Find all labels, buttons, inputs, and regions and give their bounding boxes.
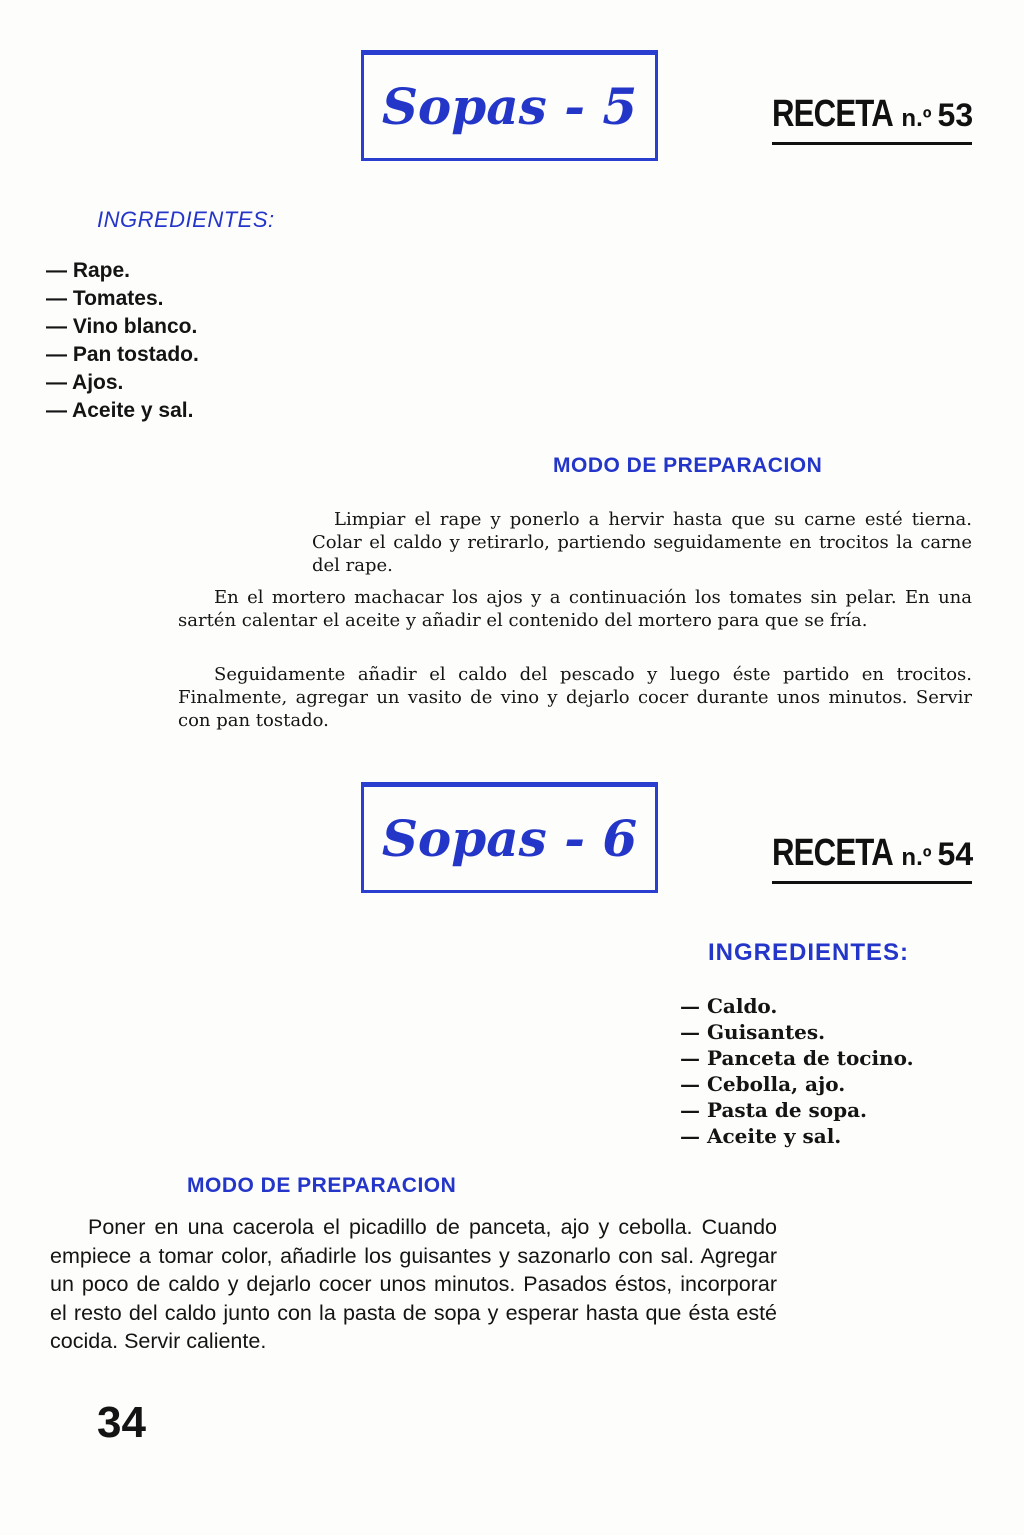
recipe-title-box [361, 50, 658, 161]
method-paragraph: Seguidamente añadir el caldo del pescado y luego éste partido en trocitos. Finalmente, agregar un vasito de vino y dejarlo cocer durante unos minutos. Servir con pan tostado. [178, 664, 972, 731]
method-heading: MODO DE PREPARACION [187, 1174, 457, 1197]
recipe-number-heading [772, 832, 972, 884]
list-item: — Guisantes. [680, 1020, 826, 1044]
list-item: — Panceta de tocino. [680, 1046, 914, 1070]
list-item: — Rape. [46, 259, 131, 282]
recipe-title-box [361, 782, 658, 893]
recipe-number-heading [772, 93, 972, 145]
ingredients-heading: INGREDIENTES: [97, 207, 275, 232]
receta-abbr: n.º [901, 105, 932, 132]
method-paragraph: En el mortero machacar los ajos y a continuación los tomates sin pelar. En una sartén calentar el aceite y añadir el contenido del mortero para que se fría. [178, 587, 972, 631]
ingredients-list [46, 257, 199, 425]
method-heading: MODO DE PREPARACION [553, 454, 823, 477]
method-paragraph: Limpiar el rape y ponerlo a hervir hasta que su carne esté tierna. Colar el caldo y retirarlo, partiendo seguidamente en trocitos la carne del rape. [312, 509, 972, 576]
receta-number: 54 [937, 836, 974, 872]
receta-label: RECETA [772, 832, 893, 874]
ingredients-heading: INGREDIENTES: [708, 939, 910, 966]
receta-label: RECETA [772, 93, 893, 135]
list-item: — Pan tostado. [46, 343, 199, 366]
recipe-title: Sopas - 6 [381, 809, 638, 868]
list-item: — Cebolla, ajo. [680, 1072, 846, 1096]
list-item: — Aceite y sal. [46, 399, 194, 422]
receta-abbr: n.º [901, 844, 932, 871]
receta-number: 53 [937, 97, 974, 133]
list-item: — Ajos. [46, 371, 124, 394]
page-number: 34 [97, 1398, 146, 1447]
ingredients-list [680, 993, 914, 1149]
list-item: — Tomates. [46, 287, 164, 310]
recipe-title: Sopas - 5 [381, 77, 638, 136]
list-item: — Aceite y sal. [680, 1124, 842, 1148]
method-paragraph: Poner en una cacerola el picadillo de panceta, ajo y cebolla. Cuando empiece a tomar color, añadirle los guisantes y sazonarlo con sal. Agregar un poco de caldo y dejarlo cocer unos minutos. Pasados éstos, incorporar el resto del caldo junto con la pasta de sopa y esperar hasta que ésta esté cocida. Servir caliente. [50, 1215, 777, 1353]
list-item: — Vino blanco. [46, 315, 198, 338]
list-item: — Pasta de sopa. [680, 1098, 868, 1122]
list-item: — Caldo. [680, 994, 778, 1018]
